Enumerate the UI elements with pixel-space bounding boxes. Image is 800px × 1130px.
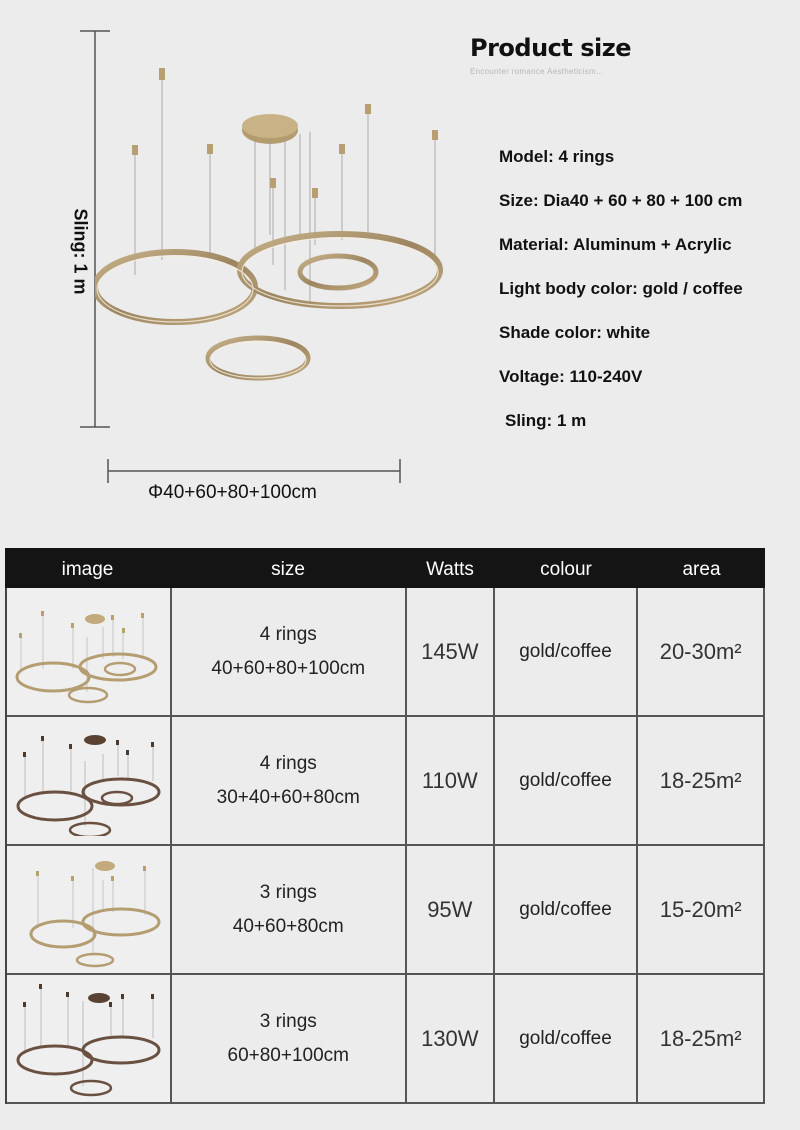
spec-material: Material: Aluminum + Acrylic — [499, 235, 732, 254]
watts-cell: 95W — [407, 846, 495, 975]
product-variants-table — [5, 548, 765, 1104]
diameter-dimension-label: Φ40+60+80+100cm — [148, 482, 317, 503]
size-cell — [172, 717, 407, 846]
colour-cell: gold/coffee — [495, 975, 639, 1104]
product-size-section — [0, 0, 800, 520]
gold-chandelier-4-rings-image — [13, 597, 163, 707]
gold-chandelier-3-rings-image — [13, 850, 163, 970]
watts-cell: 110W — [407, 717, 495, 846]
size-cell — [172, 846, 407, 975]
header-image: image — [61, 559, 114, 580]
header-watts: Watts — [426, 559, 474, 580]
watts-cell: 145W — [407, 588, 495, 717]
product-thumbnail — [7, 975, 172, 1104]
page-subtitle: Encounter romance Aestheticism... — [470, 67, 604, 76]
table-header — [5, 548, 765, 588]
ring-count: 4 rings — [259, 752, 317, 774]
table-row — [5, 588, 765, 717]
header-size: size — [271, 559, 305, 580]
ring-diameters: 40+60+80+100cm — [211, 657, 366, 679]
product-thumbnail — [7, 588, 172, 717]
table-row — [5, 975, 765, 1104]
table-row — [5, 717, 765, 846]
chandelier-illustration — [95, 60, 455, 390]
product-thumbnail — [7, 846, 172, 975]
header-area: area — [682, 559, 721, 580]
header-colour: colour — [540, 559, 592, 580]
coffee-chandelier-4-rings-image — [13, 726, 163, 836]
spec-voltage: Voltage: 110-240V — [499, 367, 643, 386]
area-cell: 18-25m² — [638, 975, 765, 1104]
area-cell: 18-25m² — [638, 717, 765, 846]
size-cell — [172, 588, 407, 717]
spec-size: Size: Dia40 + 60 + 80 + 100 cm — [499, 191, 743, 210]
page-title: Product size — [470, 34, 631, 62]
table-row — [5, 846, 765, 975]
area-cell: 20-30m² — [638, 588, 765, 717]
spec-sling: Sling: 1 m — [505, 411, 587, 430]
area-cell: 15-20m² — [638, 846, 765, 975]
colour-cell: gold/coffee — [495, 588, 639, 717]
watts-cell: 130W — [407, 975, 495, 1104]
spec-model: Model: 4 rings — [499, 147, 615, 166]
colour-cell: gold/coffee — [495, 846, 639, 975]
sling-dimension-label: Sling: 1 m — [70, 208, 91, 295]
ring-count: 4 rings — [259, 623, 317, 645]
product-thumbnail — [7, 717, 172, 846]
spec-body-color: Light body color: gold / coffee — [499, 279, 743, 298]
size-cell — [172, 975, 407, 1104]
ring-diameters: 30+40+60+80cm — [216, 786, 360, 808]
ring-diameters: 60+80+100cm — [227, 1044, 349, 1066]
spec-shade-color: Shade color: white — [499, 323, 651, 342]
spec-list — [499, 146, 743, 454]
coffee-chandelier-3-rings-image — [13, 976, 163, 1101]
ring-diameters: 40+60+80cm — [232, 915, 344, 937]
ring-count: 3 rings — [259, 881, 317, 903]
colour-cell: gold/coffee — [495, 717, 639, 846]
ring-count: 3 rings — [259, 1010, 317, 1032]
